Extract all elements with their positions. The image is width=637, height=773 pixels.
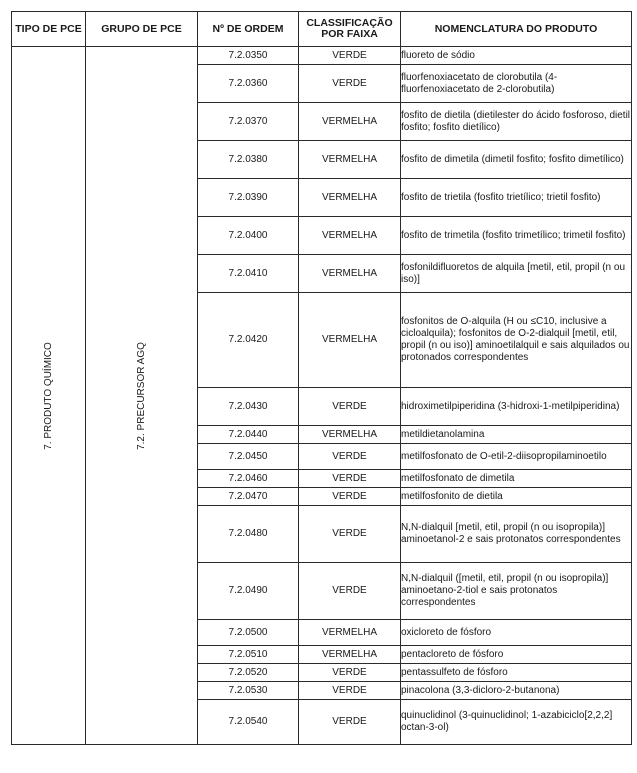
ordem-cell: 7.2.0370 [198,103,299,141]
nomenclatura-cell: pentacloreto de fósforo [401,646,632,664]
ordem-cell: 7.2.0460 [198,470,299,488]
nomenclatura-cell: quinuclidinol (3-quinuclidinol; 1-azabiciclo[2,2,2] octan-3-ol) [401,700,632,745]
grupo-cell [86,47,198,745]
ordem-cell: 7.2.0430 [198,388,299,426]
nomenclatura-cell: hidroximetilpiperidina (3-hidroxi-1-metilpiperidina) [401,388,632,426]
ordem-cell: 7.2.0440 [198,426,299,444]
classificacao-cell: VERMELHA [299,141,401,179]
table-row [12,47,632,65]
pce-table [11,11,632,745]
classificacao-cell: VERDE [299,65,401,103]
classificacao-cell: VERMELHA [299,426,401,444]
nomenclatura-cell: fosfito de trimetila (fosfito trimetílico; trimetil fosfito) [401,217,632,255]
ordem-cell: 7.2.0450 [198,444,299,470]
header-nomenclatura: NOMENCLATURA DO PRODUTO [401,12,632,47]
classificacao-cell: VERDE [299,470,401,488]
classificacao-cell: VERDE [299,700,401,745]
ordem-cell: 7.2.0500 [198,620,299,646]
ordem-cell: 7.2.0420 [198,293,299,388]
nomenclatura-cell: fosfito de dietila (dietilester do ácido fosforoso, dietil fosfito; fosfito dietílico) [401,103,632,141]
classificacao-cell: VERMELHA [299,179,401,217]
ordem-cell: 7.2.0480 [198,506,299,563]
ordem-cell: 7.2.0490 [198,563,299,620]
nomenclatura-cell: fosfonitos de O-alquila (H ou ≤C10, inclusive a cicloalquila); fosfonitos de O-2-dialquil [metil, etil, propil (n ou iso)] aminoetilalquil e sais alquilados ou protonados correspondentes [401,293,632,388]
classificacao-cell: VERDE [299,47,401,65]
classificacao-cell: VERDE [299,444,401,470]
header-classificacao: CLASSIFICAÇÃO POR FAIXA [299,12,401,47]
nomenclatura-cell: fluoreto de sódio [401,47,632,65]
ordem-cell: 7.2.0520 [198,664,299,682]
classificacao-cell: VERDE [299,506,401,563]
classificacao-cell: VERMELHA [299,217,401,255]
ordem-cell: 7.2.0510 [198,646,299,664]
header-tipo: TIPO DE PCE [12,12,86,47]
ordem-cell: 7.2.0390 [198,179,299,217]
nomenclatura-cell: N,N-dialquil [metil, etil, propil (n ou isopropila)] aminoetanol-2 e sais protonatos correspondentes [401,506,632,563]
nomenclatura-cell: metilfosfonito de dietila [401,488,632,506]
nomenclatura-cell: metildietanolamina [401,426,632,444]
classificacao-cell: VERDE [299,388,401,426]
nomenclatura-cell: pinacolona (3,3-dicloro-2-butanona) [401,682,632,700]
classificacao-cell: VERMELHA [299,293,401,388]
nomenclatura-cell: metilfosfonato de dimetila [401,470,632,488]
nomenclatura-cell: fosfito de dimetila (dimetil fosfito; fosfito dimetílico) [401,141,632,179]
classificacao-cell: VERDE [299,664,401,682]
classificacao-cell: VERMELHA [299,646,401,664]
nomenclatura-cell: oxicloreto de fósforo [401,620,632,646]
header-grupo: GRUPO DE PCE [86,12,198,47]
header-ordem: Nº DE ORDEM [198,12,299,47]
ordem-cell: 7.2.0410 [198,255,299,293]
classificacao-cell: VERMELHA [299,620,401,646]
ordem-cell: 7.2.0400 [198,217,299,255]
classificacao-cell: VERDE [299,488,401,506]
classificacao-cell: VERMELHA [299,103,401,141]
nomenclatura-cell: fosfito de trietila (fosfito trietílico; trietil fosfito) [401,179,632,217]
ordem-cell: 7.2.0350 [198,47,299,65]
header-row [12,12,632,47]
tipo-value: 7. PRODUTO QUÍMICO [42,341,54,450]
nomenclatura-cell: fosfonildifluoretos de alquila [metil, etil, propil (n ou iso)] [401,255,632,293]
ordem-cell: 7.2.0380 [198,141,299,179]
grupo-value: 7.2. PRECURSOR AGQ [135,341,147,450]
classificacao-cell: VERMELHA [299,255,401,293]
nomenclatura-cell: fluorfenoxiacetato de clorobutila (4-fluorfenoxiacetato de 2-clorobutila) [401,65,632,103]
classificacao-cell: VERDE [299,563,401,620]
classificacao-cell: VERDE [299,682,401,700]
ordem-cell: 7.2.0530 [198,682,299,700]
ordem-cell: 7.2.0360 [198,65,299,103]
nomenclatura-cell: pentassulfeto de fósforo [401,664,632,682]
nomenclatura-cell: metilfosfonato de O-etil-2-diisopropilaminoetilo [401,444,632,470]
ordem-cell: 7.2.0540 [198,700,299,745]
nomenclatura-cell: N,N-dialquil ([metil, etil, propil (n ou isopropila)] aminoetano-2-tiol e sais protonatos correspondentes [401,563,632,620]
tipo-cell [12,47,86,745]
ordem-cell: 7.2.0470 [198,488,299,506]
